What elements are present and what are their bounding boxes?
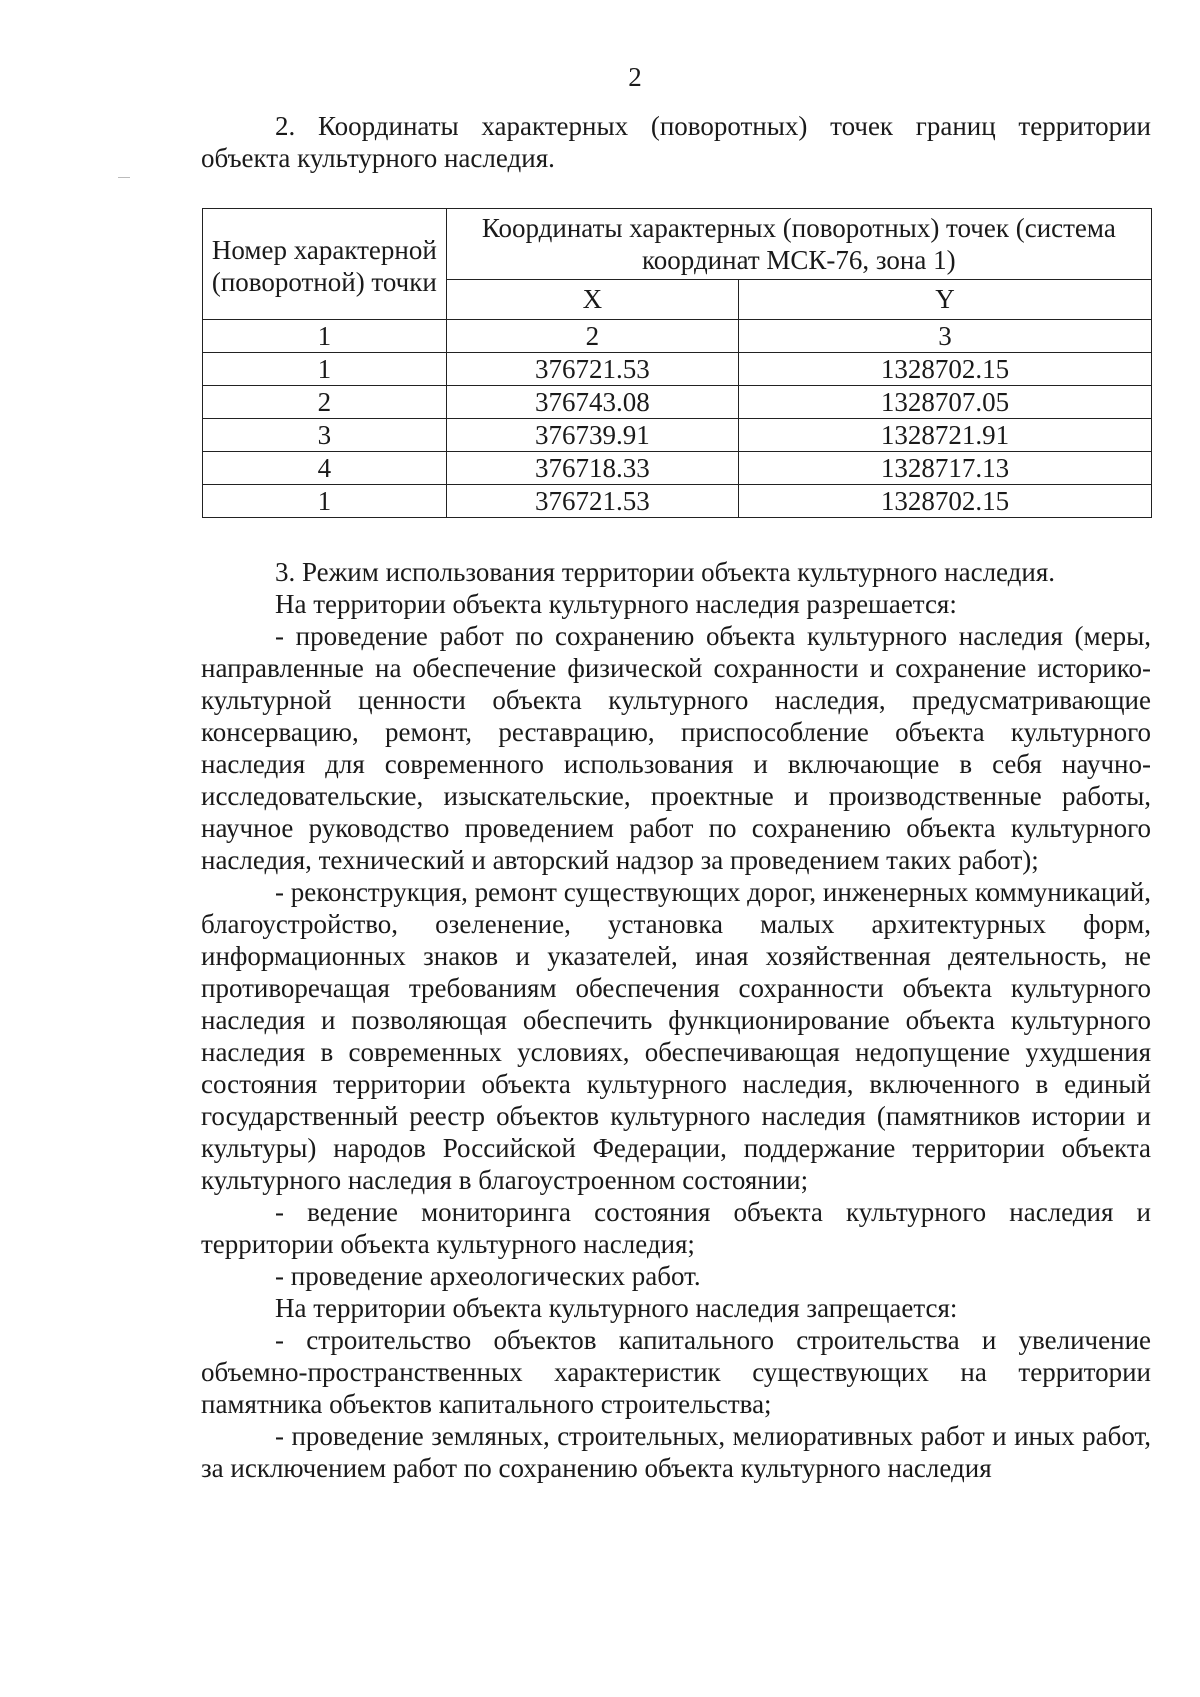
section-3-heading: 3. Режим использования территории объекта культурного наследия.: [275, 557, 1056, 587]
point-number-cell: 4: [203, 452, 447, 485]
document-body: [201, 110, 1151, 174]
page-number: 2: [628, 62, 642, 92]
table-row: [203, 452, 1152, 485]
header-y: Y: [739, 279, 1152, 319]
table-header-row: [203, 209, 1152, 280]
y-coordinate-cell: 1328702.15: [739, 353, 1152, 386]
y-coordinate-cell: 1328702.15: [739, 485, 1152, 518]
coordinates-table: [202, 208, 1152, 518]
x-coordinate-cell: 376718.33: [446, 452, 738, 485]
forbidden-item-1: - строительство объектов капитального строительства и увеличение объемно-пространственных характеристик существующих на территории памятника объектов капитального строительства;: [201, 1325, 1151, 1419]
forbidden-intro: На территории объекта культурного наследия запрещается:: [275, 1293, 958, 1323]
header-x: X: [446, 279, 738, 319]
forbidden-item-2: - проведение земляных, строительных, мелиоративных работ и иных работ, за исключением работ по сохранению объекта культурного наследия: [201, 1421, 1151, 1483]
allowed-item-3: - ведение мониторинга состояния объекта культурного наследия и территории объекта культурного наследия;: [201, 1197, 1151, 1259]
point-number-cell: 3: [203, 419, 447, 452]
table-row: [203, 485, 1152, 518]
section-3-body: [201, 556, 1151, 1484]
y-coordinate-cell: 1328717.13: [739, 452, 1152, 485]
point-number-cell: 1: [203, 485, 447, 518]
y-coordinate-cell: 1328707.05: [739, 386, 1152, 419]
header-coordinates: Координаты характерных (поворотных) точек (система координат МСК-76, зона 1): [446, 209, 1151, 280]
x-coordinate-cell: 376743.08: [446, 386, 738, 419]
table-row: [203, 419, 1152, 452]
header-point-number: Номер характерной (поворотной) точки: [203, 209, 447, 320]
x-coordinate-cell: 376721.53: [446, 353, 738, 386]
index-cell: 1: [203, 320, 447, 353]
point-number-cell: 1: [203, 353, 447, 386]
allowed-item-2: - реконструкция, ремонт существующих дорог, инженерных коммуникаций, благоустройство, озеленение, установка малых архитектурных форм, информационных знаков и указателей, иная хозяйственная деятельность, не противоречащая требованиям обеспечения сохранности объекта культурного наследия и позволяющая обеспечить функционирование объекта культурного наследия в современных условиях, обеспечивающая недопущение ухудшения состояния территории объекта культурного наследия, включенного в единый государственный реестр объектов культурного наследия (памятников истории и культуры) народов Российской Федерации, поддержание территории объекта культурного наследия в благоустроенном состоянии;: [201, 877, 1151, 1195]
section-2-heading: 2. Координаты характерных (поворотных) точек границ территории объекта культурного наследия.: [201, 111, 1151, 173]
index-cell: 3: [739, 320, 1152, 353]
x-coordinate-cell: 376739.91: [446, 419, 738, 452]
y-coordinate-cell: 1328721.91: [739, 419, 1152, 452]
x-coordinate-cell: 376721.53: [446, 485, 738, 518]
allowed-intro: На территории объекта культурного наследия разрешается:: [275, 589, 957, 619]
allowed-item-1: - проведение работ по сохранению объекта культурного наследия (меры, направленные на обеспечение физической сохранности и сохранение историко-культурной ценности объекта культурного наследия, предусматривающие консервацию, ремонт, реставрацию, приспособление объекта культурного наследия для современного использования и включающие в себя научно-исследовательские, изыскательские, проектные и производственные работы, научное руководство проведением работ по сохранению объекта культурного наследия, технический и авторский надзор за проведением таких работ);: [201, 621, 1151, 875]
point-number-cell: 2: [203, 386, 447, 419]
index-cell: 2: [446, 320, 738, 353]
table-row: [203, 386, 1152, 419]
table-row: [203, 353, 1152, 386]
table-index-row: [203, 320, 1152, 353]
allowed-item-4: - проведение археологических работ.: [275, 1261, 701, 1291]
scan-artifact-mark: [118, 177, 130, 178]
